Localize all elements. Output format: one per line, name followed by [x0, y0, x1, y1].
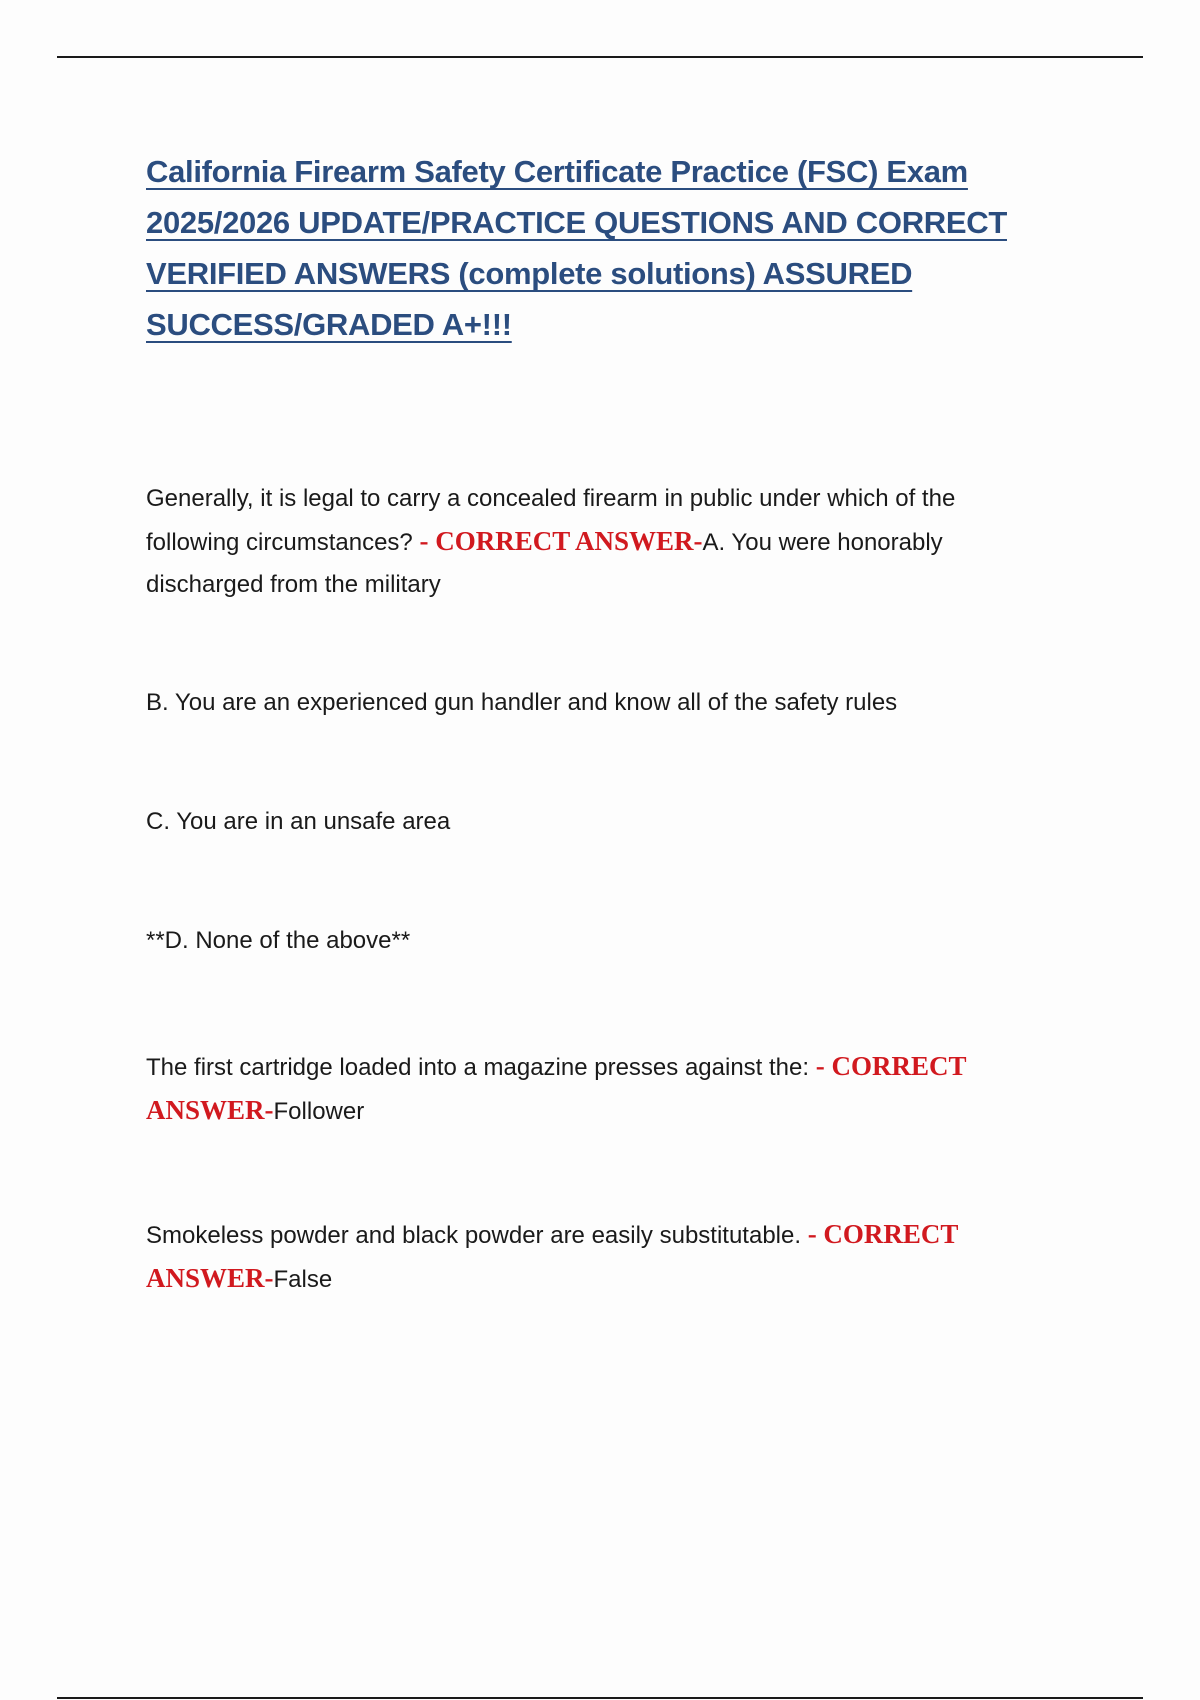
question-2-text: The first cartridge loaded into a magazine presses against the: [146, 1054, 816, 1081]
document-title [146, 146, 1046, 350]
question-1-answer: A. You were honorably discharged from the military [146, 529, 943, 598]
option-b: B. You are an experienced gun handler and know all of the safety rules [146, 689, 898, 716]
option-c: C. You are in an unsafe area [146, 808, 451, 835]
question-3-answer: False [273, 1266, 333, 1293]
title-line-3: VERIFIED ANSWERS (complete solutions) ASSURED [146, 256, 913, 291]
option-d: **D. None of the above** [146, 927, 411, 954]
question-3-text: Smokeless powder and black powder are easily substitutable. [146, 1222, 808, 1249]
bottom-rule [57, 1697, 1143, 1699]
question-1-text: Generally, it is legal to carry a concealed firearm in public under which of the following circumstances? [146, 485, 956, 556]
top-rule [57, 56, 1143, 58]
title-line-4: SUCCESS/GRADED A+!!! [146, 307, 512, 342]
question-3 [146, 1213, 1046, 1301]
correct-answer-marker: - CORRECT ANSWER- [146, 1219, 958, 1293]
document-header [146, 146, 1046, 350]
correct-answer-marker: - CORRECT ANSWER- [146, 1051, 966, 1125]
question-1 [146, 478, 1046, 606]
title-line-2: 2025/2026 UPDATE/PRACTICE QUESTIONS AND CORRECT [146, 205, 1007, 240]
title-line-1: California Firearm Safety Certificate Practice (FSC) Exam [146, 154, 968, 189]
question-2 [146, 1045, 1046, 1133]
question-2-answer: Follower [273, 1098, 365, 1125]
correct-answer-marker: - CORRECT ANSWER- [419, 526, 703, 556]
